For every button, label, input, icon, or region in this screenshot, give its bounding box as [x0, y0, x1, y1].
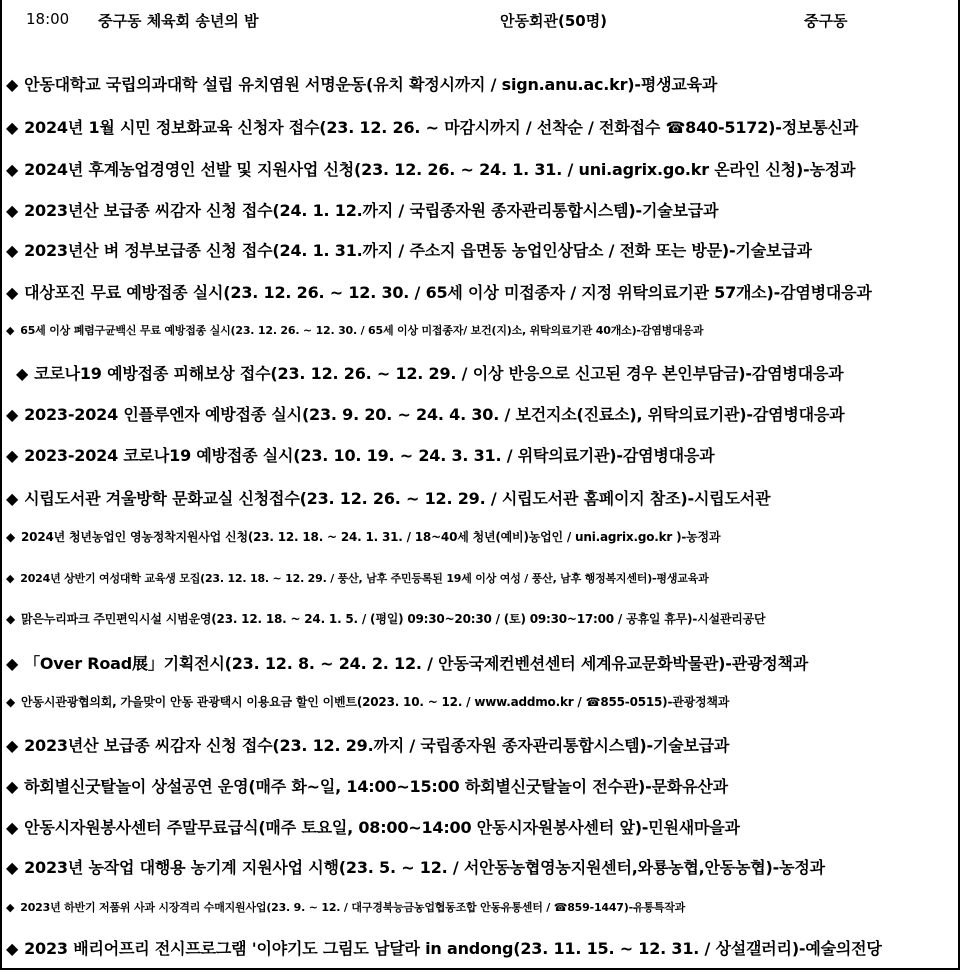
notice-text: 65세 이상 폐렴구균백신 무료 예방접종 실시(23. 12. 26. ~ 12. 30. / 65세 이상 미접종자/ 보건(지)소, 위탁의료기관 40개소)-감염병대응과 [20, 324, 704, 337]
notice-item [6, 198, 718, 221]
diamond-icon: ◆ [6, 818, 19, 837]
notice-item [6, 815, 740, 838]
diamond-icon: ◆ [6, 736, 19, 755]
diamond-icon: ◆ [6, 75, 19, 94]
notice-item [6, 402, 844, 425]
notice-text: 2023년 하반기 저품위 사과 시장격리 수매지원사업(23. 9. ~ 12. / 대구경북능금농업협동조합 안동유통센터 / ☎859-1447)-유통특작과 [20, 901, 686, 914]
notice-item [6, 322, 703, 338]
notice-item [6, 443, 714, 466]
event-place: 안동회관(50명) [500, 12, 608, 30]
diamond-icon: ◆ [6, 201, 19, 220]
event-title: 중구동 체육회 송년의 밤 [98, 12, 259, 30]
notice-item [6, 157, 855, 180]
notice-item [6, 238, 812, 261]
notice-text: 2023-2024 코로나19 예방접종 실시(23. 10. 19. ~ 24. 3. 31. / 위탁의료기관)-감염병대응과 [24, 446, 715, 465]
notice-text: 「Over Road展」기획전시(23. 12. 8. ~ 24. 2. 12. / 안동국제컨벤션센터 세계유교문화박물관)-관광정책과 [24, 654, 808, 673]
diamond-icon: ◆ [6, 572, 15, 585]
notice-text: 안동대학교 국립의과대학 설립 유치염원 서명운동(유치 확정시까지 / sign.anu.ac.kr)-평생교육과 [24, 75, 718, 94]
diamond-icon: ◆ [6, 489, 19, 508]
notice-text: 하회별신굿탈놀이 상설공연 운영(매주 화~일, 14:00~15:00 하회별신굿탈놀이 전수관)-문화유산과 [24, 777, 728, 796]
diamond-icon: ◆ [6, 446, 19, 465]
notice-item [6, 72, 717, 95]
notice-text: 안동시관광협의회, 가을맞이 안동 관광택시 이용요금 할인 이벤트(2023. 10. ~ 12. / www.addmo.kr / ☎855-0515)-관광정책과 [21, 695, 730, 709]
notice-item [6, 693, 729, 710]
notice-item [6, 115, 858, 138]
notice-item [6, 280, 872, 303]
event-time: 18:00 [26, 10, 70, 28]
diamond-icon: ◆ [6, 612, 16, 626]
diamond-icon: ◆ [6, 695, 16, 709]
notice-item [6, 899, 685, 915]
schedule-row [0, 8, 960, 34]
diamond-icon: ◆ [6, 160, 19, 179]
diamond-icon: ◆ [6, 777, 19, 796]
notice-text: 2023년 농작업 대행용 농기계 지원사업 시행(23. 5. ~ 12. / 서안동농협영농지원센터,와룡농협,안동농협)-농정과 [24, 858, 825, 877]
notice-text: 2023 배리어프리 전시프로그램 '이야기도 그림도 남달라 in andong(23. 11. 15. ~ 12. 31. / 상설갤러리)-예술의전당 [24, 939, 882, 958]
notice-text: 안동시자원봉사센터 주말무료급식(매주 토요일, 08:00~14:00 안동시자원봉사센터 앞)-민원새마을과 [24, 818, 740, 837]
notice-item [6, 733, 729, 756]
notice-item [6, 528, 720, 545]
notice-item [6, 486, 770, 509]
notice-text: 2023년산 벼 정부보급종 신청 접수(24. 1. 31.까지 / 주소지 읍면동 농업인상담소 / 전화 또는 방문)-기술보급과 [24, 241, 812, 260]
event-district: 중구동 [804, 12, 848, 30]
notice-item [6, 774, 728, 797]
notice-item [6, 610, 765, 627]
notice-text: 2024년 1월 시민 정보화교육 신청자 접수(23. 12. 26. ~ 마감시까지 / 선착순 / 전화접수 ☎840-5172)-정보통신과 [24, 118, 858, 137]
notice-text: 맑은누리파크 주민편익시설 시범운영(23. 12. 18. ~ 24. 1. 5. / (평일) 09:30~20:30 / (토) 09:30~17:00 / 공휴일 휴무)-시설관리공단 [21, 612, 766, 626]
notice-text: 2024년 상반기 여성대학 교육생 모집(23. 12. 18. ~ 12. 29. / 풍산, 남후 주민등록된 19세 이상 여성 / 풍산, 남후 행정복지센터)-평생교육과 [20, 572, 709, 585]
diamond-icon: ◆ [6, 858, 19, 877]
notice-text: 대상포진 무료 예방접종 실시(23. 12. 26. ~ 12. 30. / 65세 이상 미접종자 / 지정 위탁의료기관 57개소)-감염병대응과 [24, 283, 872, 302]
diamond-icon: ◆ [6, 530, 16, 544]
notice-item [6, 570, 709, 586]
diamond-icon: ◆ [6, 939, 19, 958]
diamond-icon: ◆ [6, 405, 19, 424]
diamond-icon: ◆ [6, 241, 19, 260]
diamond-icon: ◆ [6, 118, 19, 137]
notice-item [6, 855, 825, 878]
notice-text: 2024년 청년농업인 영농정착지원사업 신청(23. 12. 18. ~ 24. 1. 31. / 18~40세 청년(예비)농업인 / uni.agrix.go.kr )-농정과 [21, 530, 721, 544]
diamond-icon: ◆ [6, 283, 19, 302]
notice-item [6, 936, 882, 959]
diamond-icon: ◆ [6, 654, 19, 673]
diamond-icon: ◆ [16, 364, 29, 383]
notice-text: 2023-2024 인플루엔자 예방접종 실시(23. 9. 20. ~ 24. 4. 30. / 보건지소(진료소), 위탁의료기관)-감염병대응과 [24, 405, 845, 424]
diamond-icon: ◆ [6, 324, 15, 337]
notice-text: 2024년 후계농업경영인 선발 및 지원사업 신청(23. 12. 26. ~ 24. 1. 31. / uni.agrix.go.kr 온라인 신청)-농정과 [24, 160, 856, 179]
notice-text: 2023년산 보급종 씨감자 신청 접수(23. 12. 29.까지 / 국립종자원 종자관리통합시스템)-기술보급과 [24, 736, 730, 755]
notice-item [16, 361, 843, 384]
diamond-icon: ◆ [6, 901, 15, 914]
notice-text: 코로나19 예방접종 피해보상 접수(23. 12. 26. ~ 12. 29. / 이상 반응으로 신고된 경우 본인부담금)-감염병대응과 [34, 364, 844, 383]
notice-item [6, 651, 808, 674]
notice-text: 시립도서관 겨울방학 문화교실 신청접수(23. 12. 26. ~ 12. 29. / 시립도서관 홈페이지 참조)-시립도서관 [24, 489, 771, 508]
notice-text: 2023년산 보급종 씨감자 신청 접수(24. 1. 12.까지 / 국립종자원 종자관리통합시스템)-기술보급과 [24, 201, 719, 220]
